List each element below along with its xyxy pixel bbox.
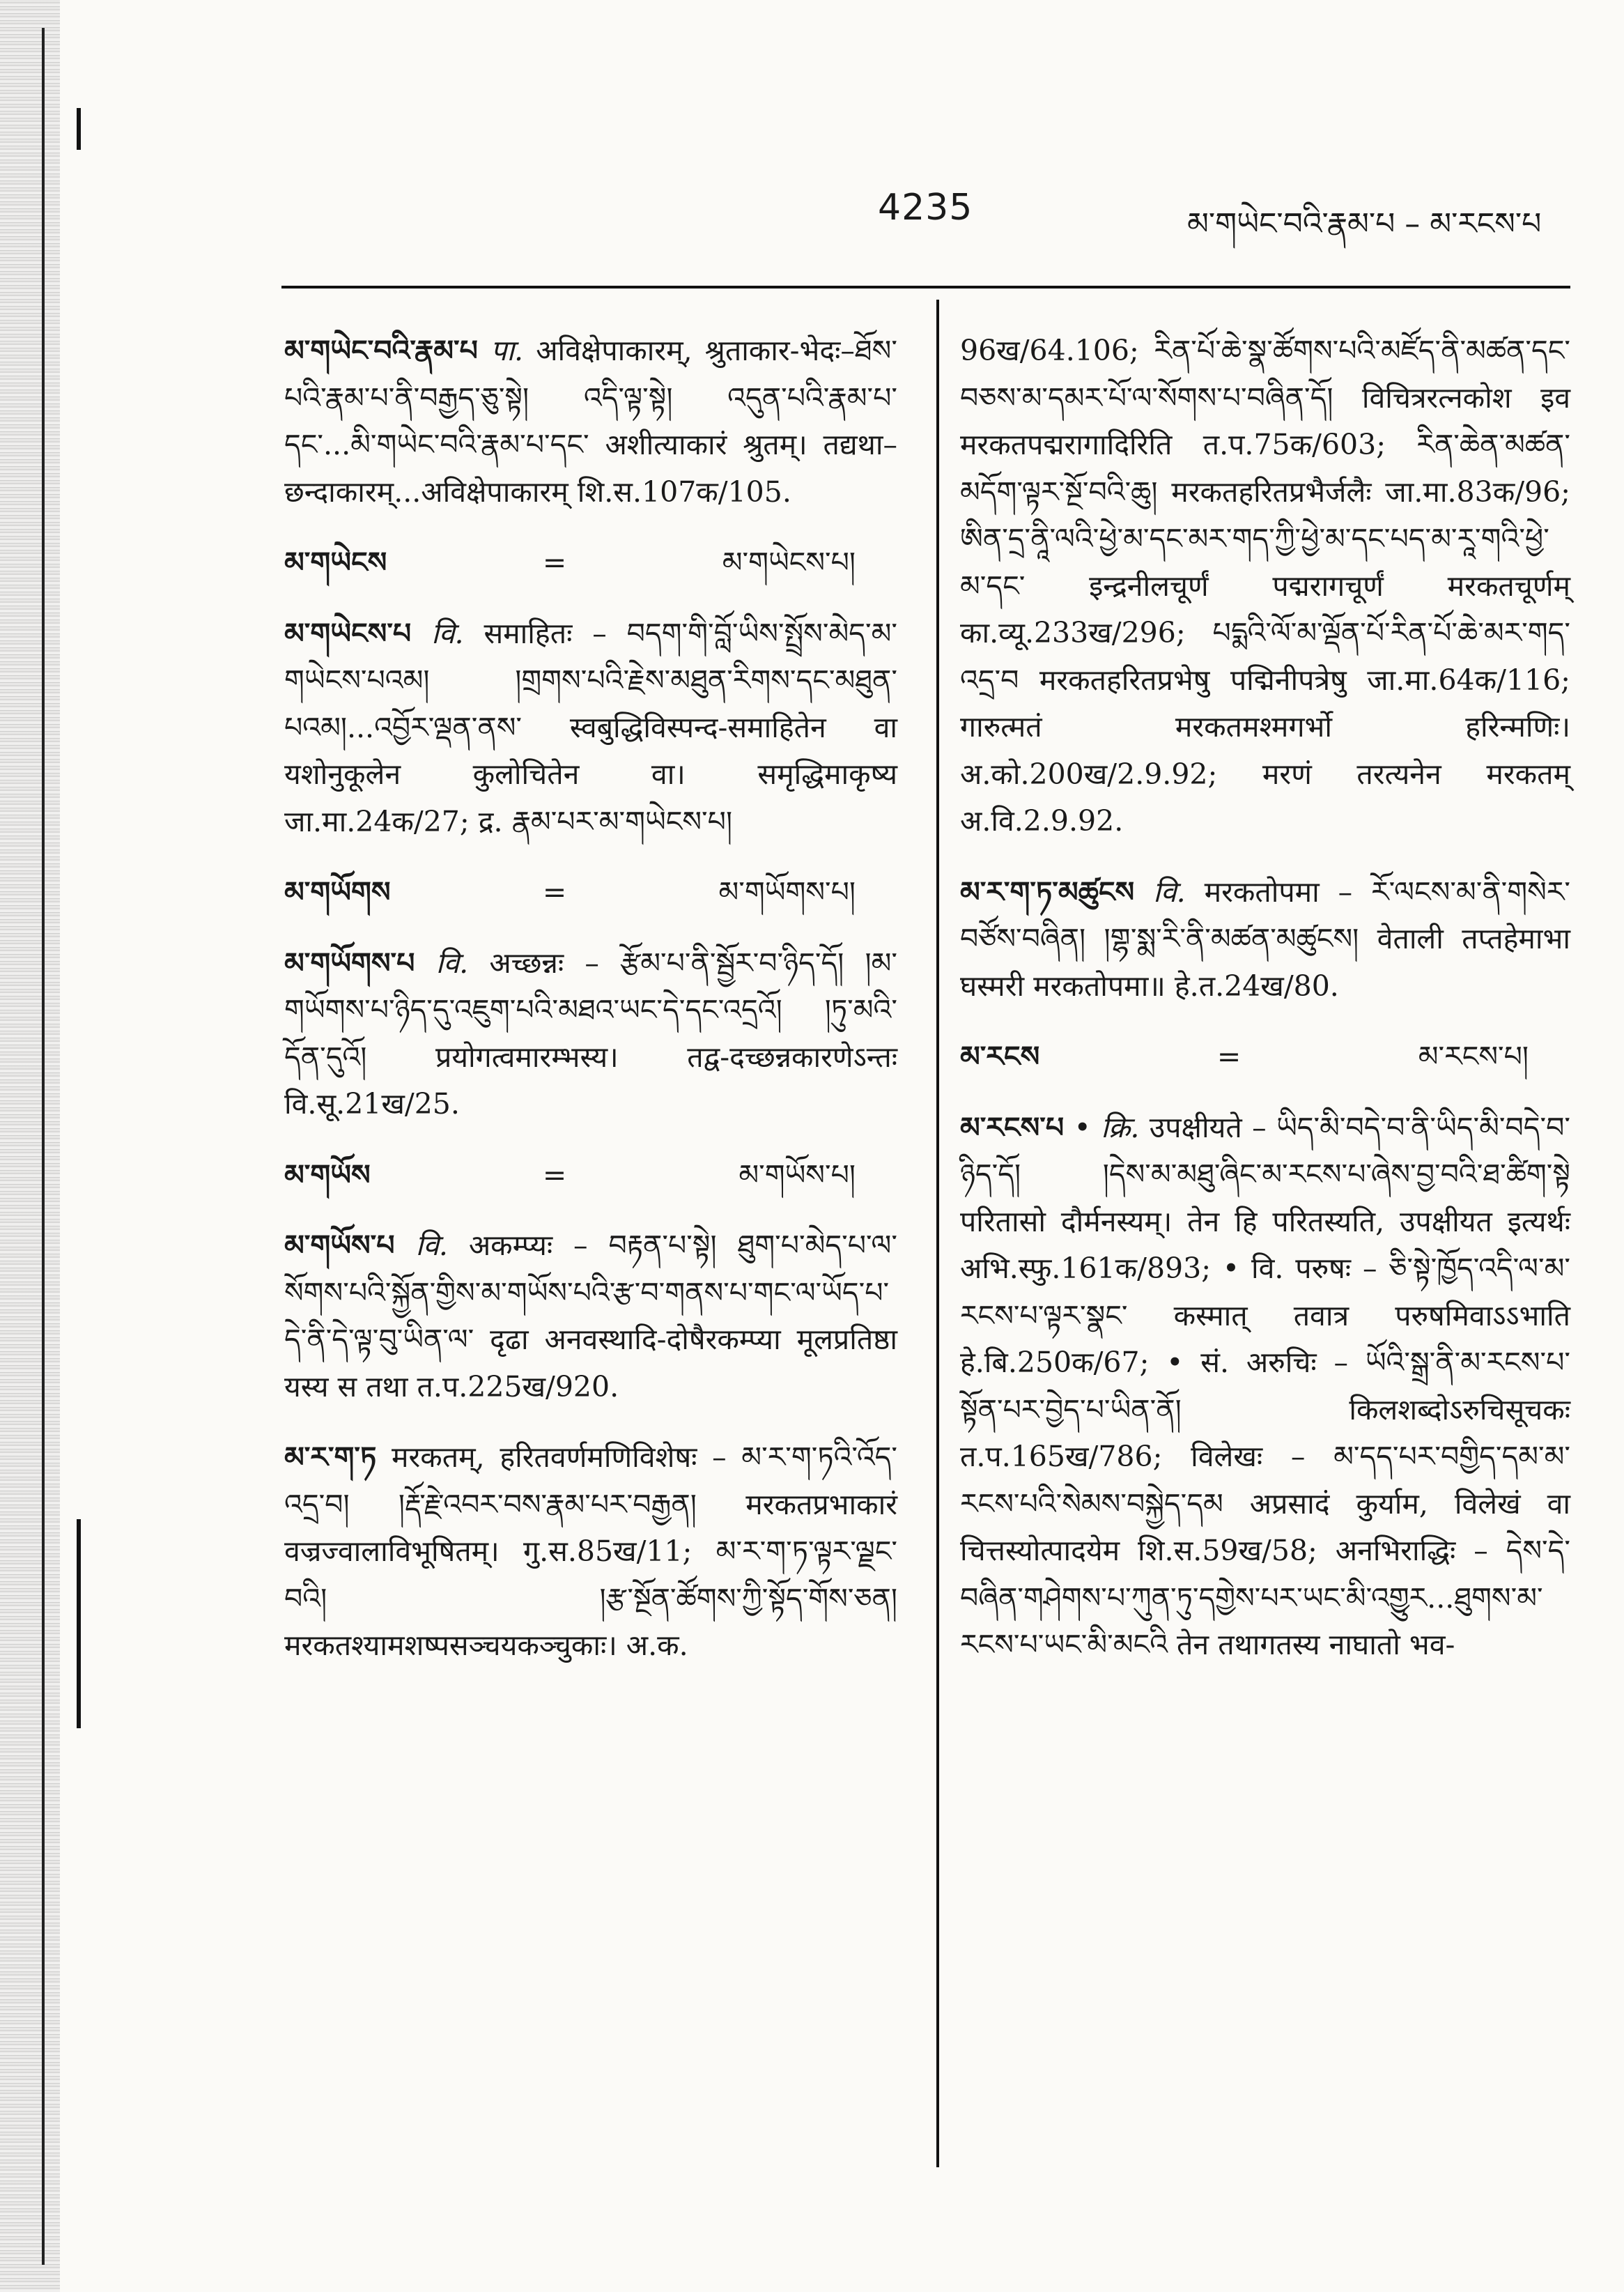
grammar-tag: वि. — [1153, 875, 1186, 909]
xref-equals: = — [542, 1157, 567, 1192]
entry-headword: མ་གཡོགས་པ — [284, 946, 415, 980]
grammar-tag: वि. — [431, 616, 464, 650]
entry-body: समाहितः – བདག་གི་བློ་ཡིས་སྤྲོས་མེད་མ་གཡེངས་པའམ། །གྲགས་པའི་རྗེས་མཐུན་རིགས་དང་མཐུན་པའམ།...འབྱོར་ལྡན་ནས་ स्वबुद्धिविस्पन्द-समाहितेन वा यशोनुकूलेन कुलोचितेन वा। समृद्धिमाकृष्य जा.मा.24क/27; द्र. རྣམ་པར་མ་གཡེངས་པ། — [284, 616, 897, 838]
entry-body: अकम्प्यः – བརྟན་པ་སྟེ། ཐུག་པ་མེད་པ་ལ་སོགས་པའི་སྐྱོན་གྱིས་མ་གཡོས་པའི་རྩ་བ་གནས་པ་གང་ལ་ཡོད་པ་དེ་ནི་དེ་ལྟ་བུ་ཡིན་ལ་ दृढा अनवस्थादि-दोषैरकम्प्या मूलप्रतिष्ठा यस्य स तथा त.प.225ख/920. — [284, 1229, 897, 1403]
xref-headword: མ་གཡོགས — [284, 875, 391, 909]
entry-headword: མ་ར་ག་ཏ — [284, 1440, 377, 1474]
xref-headword: མ་གཡོས — [284, 1157, 371, 1192]
right-column — [960, 328, 1570, 1693]
xref-target: མ་གཡེངས་པ། — [722, 546, 856, 579]
entry-headword: མ་རངས་པ — [960, 1110, 1065, 1144]
entry-headword: མ་གཡོས་པ — [284, 1229, 395, 1262]
entry-continuation — [960, 328, 1570, 845]
entry-headword: མ་གཡེང་བའི་རྣམ་པ — [284, 334, 478, 367]
entry-headword: མ་གཡེངས་པ — [284, 616, 412, 650]
xref-equals: = — [1216, 1040, 1242, 1073]
xref-equals: = — [542, 546, 567, 579]
grammar-tag: वि. — [435, 946, 469, 980]
dictionary-entry — [960, 1105, 1570, 1669]
xref-target: མ་གཡོགས་པ། — [718, 875, 856, 909]
header-rule — [281, 286, 1570, 289]
cross-reference — [284, 539, 897, 587]
xref-headword: མ་རངས — [960, 1040, 1040, 1073]
dictionary-entry — [284, 610, 897, 846]
dictionary-entry — [960, 869, 1570, 1010]
book-binding-edge — [0, 0, 60, 2292]
dictionary-entry — [284, 1434, 897, 1670]
xref-equals: = — [542, 875, 567, 909]
margin-mark — [77, 1519, 81, 1728]
grammar-tag: • क्रि. — [1074, 1110, 1140, 1144]
page-number: 4235 — [878, 187, 973, 229]
xref-headword: མ་གཡེངས — [284, 546, 387, 579]
dictionary-entry — [284, 1222, 897, 1410]
cross-reference — [960, 1033, 1570, 1081]
entry-body: अच्छन्नः – རྩོམ་པ་ནི་སྦྱོར་བ་ཉིད་དོ། །མ་གཡོགས་པ་ཉིད་དུ་འཇུག་པའི་མཐའ་ཡང་དེ་དང་འདྲའོ། །ཏུ་མའི་དོན་དུའོ། प्रयोगत्वमारम्भस्य। तद्व-दच्छन्नकारणेऽन्तः वि.सू.21ख/25. — [284, 946, 897, 1121]
dictionary-entry — [284, 328, 897, 516]
entry-body: 96ख/64.106; རིན་པོ་ཆེ་སྣ་ཚོགས་པའི་མཛོད་ནི་མཚན་དང་བཅས་མ་དམར་པོ་ལ་སོགས་པ་བཞིན་དོ། विचित्ररत्नकोश इव मरकतपद्मरागादिरिति त.प.75क/603; རིན་ཆེན་མཚན་མདོག་ལྟར་སྔོ་བའི་ཆུ། मरकतहरितप्रभैर्जलैः जा.मा.83क/96; ཨིན་དྲ་ནཱི་ལའི་ཕྱེ་མ་དང་མར་གད་ཀྱི་ཕྱེ་མ་དང་པད་མ་རཱ་གའི་ཕྱེ་མ་དང་ इन्द्रनीलचूर्णं पद्मरागचूर्णं मरकतचूर्णम् का.व्यू.233ख/296; པདྨའི་ལོ་མ་ལྡོན་པོ་རིན་པོ་ཆེ་མར་གད་འདྲ་བ मरकतहरितप्रभेषु पद्मिनीपत्रेषु जा.मा.64क/116; गारुत्मतं मरकतमश्मगर्भो हरिन्मणिः। अ.को.200ख/2.9.92; मरणं तरत्यनेन मरकतम् अ.वि.2.9.92. — [960, 334, 1570, 838]
cross-reference — [284, 869, 897, 916]
margin-mark — [77, 108, 81, 150]
entry-body: उपक्षीयते – ཡིད་མི་བདེ་བ་ནི་ཡིད་མི་བདེ་བ་ཉིད་དོ། །དེས་མ་མཐུ་ཞིང་མ་རངས་པ་ཞེས་བྱ་བའི་ཐ་ཚིག་སྟེ परितासो दौर्मनस्यम्। तेन हि परितस्यति, उपक्षीयत इत्यर्थः अभि.स्फु.161क/893; • वि. परुषः – ཅི་སྟེ་ཁྱོད་འདི་ལ་མ་རངས་པ་ལྟར་སྣང་ कस्मात् तवात्र परुषमिवाऽऽभाति हे.बि.250क/67; • सं. अरुचिः – ཡོའི་སྒྲ་ནི་མ་རངས་པ་སྟོན་པར་བྱེད་པ་ཡིན་ནོ། किलशब्दोऽरुचिसूचकः त.प.165ख/786; विलेखः – མ་དད་པར་བགྱིད་དམ་མ་རངས་པའི་སེམས་བསྐྱེད་དམ अप्रसादं कुर्याम, विलेखं वा चित्तस्योत्पादयेम शि.स.59ख/58; अनभिराद्धिः – དེས་དེ་བཞིན་གཤེགས་པ་ཀུན་ཏུ་དགྱེས་པར་ཡང་མི་འགྱུར...ཐུགས་མ་རངས་པ་ཡང་མི་མངའི तेन तथागतस्य नाघातो भव- — [960, 1110, 1570, 1661]
binding-line — [42, 28, 45, 2265]
left-column — [284, 328, 897, 1693]
entry-body: मरकतम्, हरितवर्णमणिविशेषः – མ་ར་ག་ཏའི་འོད་འདྲ་བ། །རྡོ་རྗེ་འབར་བས་རྣམ་པར་བརྒྱན། मरकतप्रभाकारं वज्रज्वालाविभूषितम्। गु.स.85ख/11; མ་ར་ག་ཏ་ལྟར་ལྗང་བའི། །རྩ་སྔོན་ཚོགས་ཀྱི་སྟོད་གོས་ཅན། मरकतश्यामशष्पसञ्चयकञ्चुकाः। अ.क. — [284, 1440, 897, 1662]
grammar-tag: वि. — [415, 1229, 448, 1262]
entry-body: अविक्षेपाकारम्, श्रुताकार-भेदः–ཐོས་པའི་རྣམ་པ་ནི་བརྒྱད་ཅུ་སྟེ། འདི་ལྟ་སྟེ། འདུན་པའི་རྣམ་པ་དང་...མི་གཡེང་བའི་རྣམ་པ་དང་ अशीत्याकारं श्रुतम्। तद्यथा–छन्दाकारम्...अविक्षेपाकारम् शि.स.107क/105. — [284, 334, 897, 509]
entry-headword: མ་ར་ག་ཏ་མཚུངས — [960, 875, 1135, 909]
dictionary-entry — [284, 940, 897, 1128]
xref-target: མ་གཡོས་པ། — [738, 1157, 856, 1192]
page-range-header: མ་གཡེང་བའི་རྣམ་པ – མ་རངས་པ — [1187, 206, 1542, 242]
entry-body: मरकतोपमा – རོ་ལངས་མ་ནི་གསེར་བཙོས་བཞིན། །གྷ་སྨ་རི་ནི་མཚན་མཚུངས། वेताली तप्तहेमाभा घस्मरी मरकतोपमा॥ हे.त.24ख/80. — [960, 875, 1570, 1003]
grammar-tag: पा. — [490, 334, 524, 367]
column-divider — [936, 300, 939, 2167]
cross-reference — [284, 1152, 897, 1199]
xref-target: མ་རངས་པ། — [1418, 1040, 1529, 1073]
